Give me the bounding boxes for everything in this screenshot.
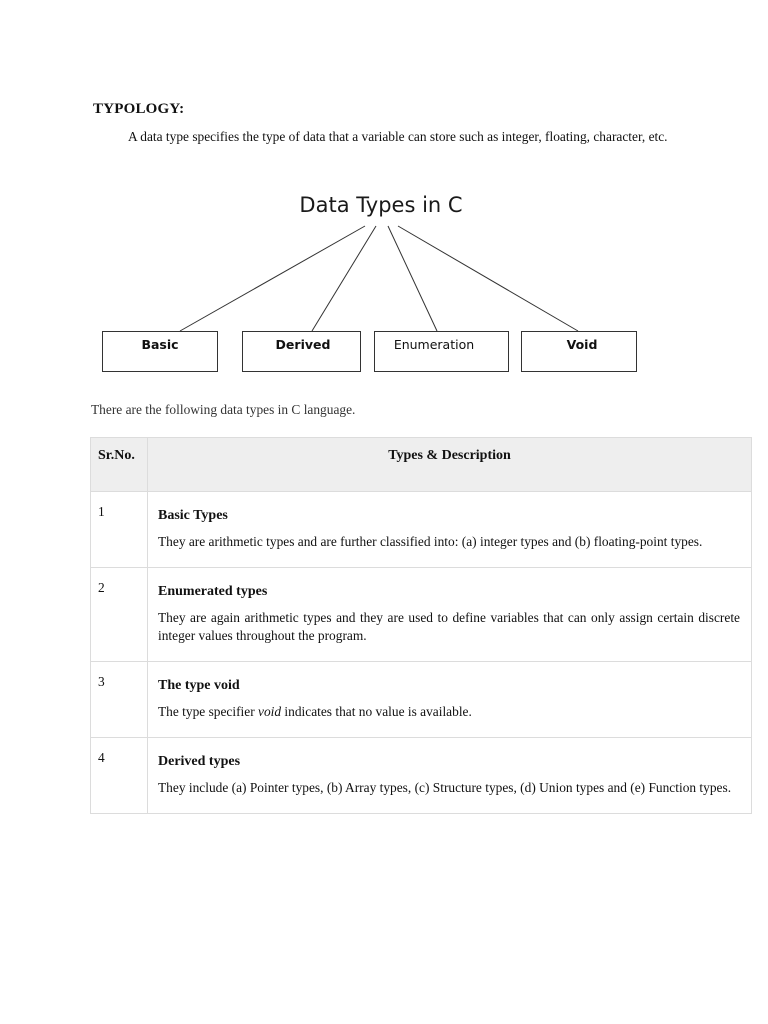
row-text-after: indicates that no value is available. [281, 704, 472, 719]
row-text: They are again arithmetic types and they are used to define variables that can only assign certain discrete integer values throughout the program. [158, 610, 740, 643]
row-title: The type void [158, 678, 240, 693]
diagram-title: Data Types in C [299, 193, 463, 217]
data-types-table [90, 437, 752, 814]
table-row [91, 662, 752, 738]
connector-basic [180, 226, 365, 331]
diagram-connectors [180, 226, 578, 331]
diagram-box-basic [103, 332, 218, 372]
row-title: Basic Types [158, 508, 228, 523]
box-label-derived: Derived [275, 337, 331, 352]
table-row [91, 492, 752, 568]
table-row [91, 738, 752, 814]
row-number: 3 [91, 662, 148, 738]
connector-derived [312, 226, 376, 331]
row-number: 2 [91, 568, 148, 662]
data-types-diagram [0, 0, 768, 400]
row-description [148, 492, 752, 568]
diagram-box-derived [243, 332, 361, 372]
section-heading: TYPOLOGY: [93, 101, 185, 117]
row-text: They are arithmetic types and are further classified into: (a) integer types and (b) floating-point types. [158, 534, 703, 549]
row-number: 1 [91, 492, 148, 568]
diagram-box-void [522, 332, 637, 372]
connector-enumeration [388, 226, 437, 331]
diagram-box-enumeration [375, 332, 509, 372]
row-number: 4 [91, 738, 148, 814]
box-label-void: Void [566, 337, 598, 352]
void-keyword: void [258, 704, 282, 719]
header-srno: Sr.No. [91, 438, 148, 492]
lead-text: There are the following data types in C language. [91, 402, 356, 417]
intro-text: A data type specifies the type of data that a variable can store such as integer, floating, character, etc. [128, 129, 668, 144]
header-types-description: Types & Description [148, 438, 752, 492]
row-text-before: The type specifier [158, 704, 259, 719]
connector-void [398, 226, 578, 331]
table-header-row [91, 438, 752, 492]
box-label-enumeration: Enumeration [393, 337, 475, 352]
table-row [91, 568, 752, 662]
row-text [158, 703, 740, 721]
row-description [148, 568, 752, 662]
row-title: Enumerated types [158, 584, 268, 599]
row-description [148, 738, 752, 814]
box-label-basic: Basic [141, 337, 179, 352]
row-title: Derived types [158, 754, 241, 769]
row-description [148, 662, 752, 738]
row-text: They include (a) Pointer types, (b) Array types, (c) Structure types, (d) Union types and (e) Function types. [158, 780, 732, 795]
